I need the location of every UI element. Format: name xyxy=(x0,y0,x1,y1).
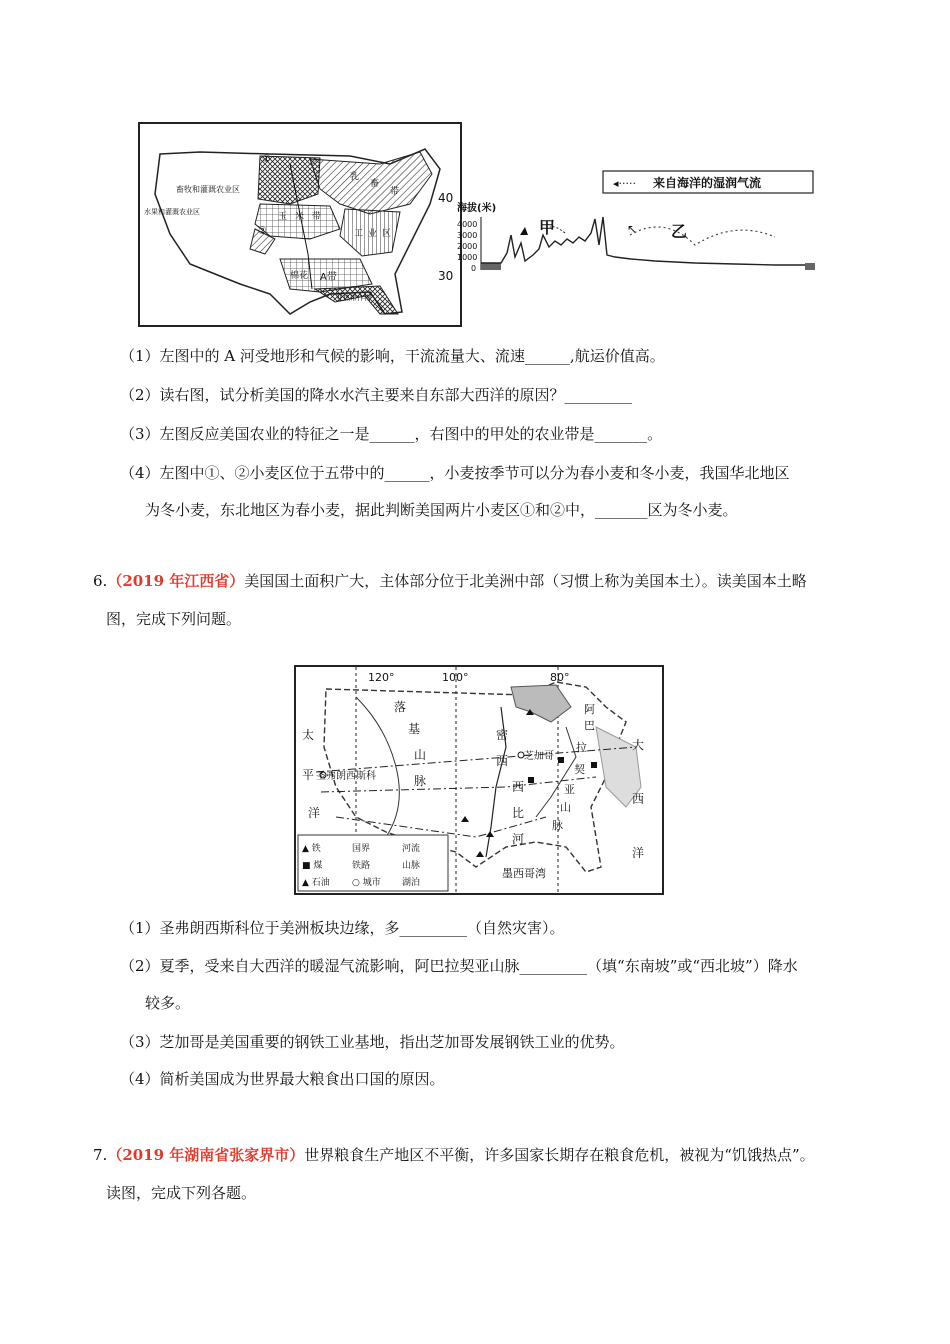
label-yang: 洋 xyxy=(308,806,321,820)
label-industry-2: 业 xyxy=(368,229,378,239)
profile-legend-text: 来自海洋的湿润气流 xyxy=(653,176,762,190)
label-a: 阿 xyxy=(584,703,595,716)
lon-100: 100° xyxy=(442,671,469,684)
legend-city: ○ 城市 xyxy=(352,878,381,888)
label-dairy-2: 畜 xyxy=(370,179,380,189)
q5-item-4-tail: ，小麦按季节可以分为春小麦和冬小麦，我国华北地区 xyxy=(429,464,790,482)
legend-iron: ▲ 铁 xyxy=(302,844,321,854)
label-he: 河 xyxy=(512,832,525,846)
label-dairy-3: 带 xyxy=(390,187,400,197)
coal-marker-3 xyxy=(591,762,597,768)
label-corn-2: 米 xyxy=(295,212,305,222)
label-mai: 脉 xyxy=(414,774,427,788)
coal-marker-1 xyxy=(528,777,534,783)
q6-intro-2: 图，完成下列问题。 xyxy=(106,610,242,628)
q5-item-4-cont-text: 为冬小麦，东北地区为春小麦，据此判断美国两片小麦区①和②中， xyxy=(145,501,596,519)
legend-railway: 铁路 xyxy=(352,861,371,871)
q5-item-3-mid: ，右图中的甲处的农业带是 xyxy=(414,425,595,443)
label-jia: 甲 xyxy=(539,218,556,237)
moist-airflow-path xyxy=(630,227,775,245)
label-ya: 亚 xyxy=(564,783,575,796)
q5-item-4-text: （4）左图中①、②小麦区位于五带中的 xyxy=(120,464,385,482)
ocean-west xyxy=(481,263,501,270)
q5-item-3-text: （3）左图反应美国农业的特征之一是 xyxy=(120,425,370,443)
profile-ylabel: 海拔(米) xyxy=(457,203,497,214)
q6-item-2-cont: 较多。 xyxy=(145,994,191,1012)
q5-item-2-blank[interactable]: _________ xyxy=(564,386,633,404)
legend-lake: 湖泊 xyxy=(402,878,421,888)
q6-item-2-blank[interactable]: _________ xyxy=(519,957,588,975)
q5-item-2-text: （2）读右图，试分析美国的降水水汽主要来自东部大西洋的原因？ xyxy=(120,386,565,404)
q5-item-1-tail: ,航运价值高。 xyxy=(569,347,665,365)
q6-item-4: （4）简析美国成为世界最大粮食出口国的原因。 xyxy=(120,1070,445,1088)
label-corn-1: 玉 xyxy=(278,212,288,222)
label-xi: 西 xyxy=(496,754,509,768)
label-shan: 山 xyxy=(414,748,427,762)
legend-border: 国界 xyxy=(352,844,371,854)
q5-item-3-blank2[interactable]: _______ xyxy=(594,425,648,443)
airflow-arrowhead: ↖ xyxy=(627,222,638,236)
great-lakes xyxy=(511,685,571,722)
label-a-band: A带 xyxy=(320,272,337,283)
q5-item-4 xyxy=(120,462,790,484)
label-ji: 基 xyxy=(408,722,421,736)
oil-marker-3 xyxy=(476,851,484,857)
q6-item-1-tail: （自然灾害）。 xyxy=(467,919,565,937)
label-gulf-of-mexico: 墨西哥湾 xyxy=(502,867,546,880)
label-san-francisco: 圣弗朗西斯科 xyxy=(316,771,376,782)
q6-item-3: （3）芝加哥是美国重要的钢铁工业基地，指出芝加哥发展钢铁工业的优势。 xyxy=(120,1033,625,1051)
rocky-mountains xyxy=(356,697,399,837)
ocean-east xyxy=(805,263,815,270)
label-industry-3: 区 xyxy=(382,229,392,239)
legend-mountain: 山脉 xyxy=(402,861,421,871)
q6-header xyxy=(93,570,807,592)
label-xi2: 西 xyxy=(512,780,525,794)
label-yang2: 洋 xyxy=(632,846,645,860)
label-circle1: ① xyxy=(262,154,271,165)
q6-item-2-text: （2）夏季，受来自大西洋的暖湿气流影响，阿巴拉契亚山脉 xyxy=(120,957,520,975)
ytick-3000: 3000 xyxy=(457,231,478,240)
label-corn-3: 带 xyxy=(312,212,322,222)
label-dairy-1: 乳 xyxy=(350,172,360,182)
oil-marker-1 xyxy=(461,816,469,822)
q5-item-3 xyxy=(120,423,662,445)
q7-intro-2: 读图，完成下列各题。 xyxy=(106,1184,257,1202)
ytick-1000: 1000 xyxy=(457,253,478,262)
q7-source: （2019 年湖南省张家界市） xyxy=(107,1146,305,1164)
coal-marker-2 xyxy=(558,757,564,763)
profile-terrain-line xyxy=(481,217,805,265)
label-cotton: 棉花 xyxy=(290,271,309,281)
q6-item-2-tail: （填“东南坡”或“西北坡”）降水 xyxy=(587,957,798,975)
q5-item-4-blank[interactable]: ______ xyxy=(384,464,430,482)
ytick-2000: 2000 xyxy=(457,242,478,251)
label-subtropical: 亚热带作物 xyxy=(336,294,371,302)
q6-number: 6. xyxy=(93,572,108,590)
q6-item-1-text: （1）圣弗朗西斯科位于美洲板块边缘，多 xyxy=(120,919,400,937)
label-bi: 比 xyxy=(512,806,525,820)
label-xi3: 西 xyxy=(632,792,645,806)
label-chicago: 芝加哥 xyxy=(524,751,554,762)
q7-header xyxy=(93,1144,815,1166)
label-circle2: ② xyxy=(258,226,267,237)
jia-arrowhead xyxy=(520,227,528,235)
label-lat40: 40 xyxy=(438,191,454,205)
q6-source: （2019 年江西省） xyxy=(107,572,245,590)
label-tai: 太 xyxy=(302,728,315,742)
oil-marker-2 xyxy=(486,831,494,837)
label-la: 拉 xyxy=(576,741,587,754)
lon-120: 120° xyxy=(368,671,395,684)
legend-coal: ■ 煤 xyxy=(302,861,323,871)
lon-80: 80° xyxy=(550,671,570,684)
ytick-4000: 4000 xyxy=(457,220,478,229)
q5-item-1 xyxy=(120,345,665,367)
profile-legend-arrow: ◂····· xyxy=(613,177,637,190)
q5-item-4-cont xyxy=(145,499,738,521)
q5-item-1-text: （1）左图中的 A 河受地形和气候的影响，干流流量大、流速 xyxy=(120,347,525,365)
label-shan2: 山 xyxy=(560,801,571,814)
label-qi: 契 xyxy=(574,763,585,776)
legend-river: 河流 xyxy=(402,844,421,854)
label-luo: 落 xyxy=(394,700,407,714)
terrain-profile xyxy=(455,165,815,285)
q5-item-3-tail: 。 xyxy=(647,425,663,443)
label-herding: 畜牧和灌溉农业区 xyxy=(176,185,240,194)
q7-intro-1: 世界粮食生产地区不平衡，许多国家长期存在粮食危机，被视为“饥饿热点”。 xyxy=(304,1146,815,1164)
legend-oil: ▲ 石油 xyxy=(302,878,330,888)
q5-item-4-cont-tail: 区为冬小麦。 xyxy=(647,501,738,519)
q5-item-4-cont-blank[interactable]: _______ xyxy=(595,501,648,519)
q7-number: 7. xyxy=(93,1146,108,1164)
label-industry-1: 工 xyxy=(354,229,364,239)
label-west-coast: 水果和灌溉农业区 xyxy=(144,208,200,216)
terrain-profile-svg xyxy=(455,165,815,285)
label-ping: 平 xyxy=(302,768,315,782)
q6-item-1-blank[interactable]: _________ xyxy=(399,919,468,937)
q5-item-2 xyxy=(120,384,632,406)
us-mainland-map-svg xyxy=(296,667,662,893)
label-lat30: 30 xyxy=(438,269,454,283)
q5-item-3-blank[interactable]: ______ xyxy=(369,425,415,443)
railway-1 xyxy=(316,747,636,772)
q5-item-1-blank[interactable]: ______ xyxy=(524,347,570,365)
q6-intro-1: 美国国土面积广大，主体部分位于北美洲中部（习惯上称为美国本土）。读美国本土略 xyxy=(244,572,807,590)
ytick-0: 0 xyxy=(471,264,477,273)
label-yi: 乙 xyxy=(671,222,688,241)
us-agriculture-map-svg xyxy=(140,124,460,325)
label-mai2: 脉 xyxy=(552,819,563,832)
label-mi: 密 xyxy=(496,728,509,742)
us-mainland-map xyxy=(294,665,664,895)
us-agriculture-map xyxy=(138,122,462,327)
label-ba: 巴 xyxy=(584,719,595,732)
label-da: 大 xyxy=(632,738,645,752)
q6-item-2 xyxy=(120,955,798,977)
q6-item-1 xyxy=(120,917,565,939)
